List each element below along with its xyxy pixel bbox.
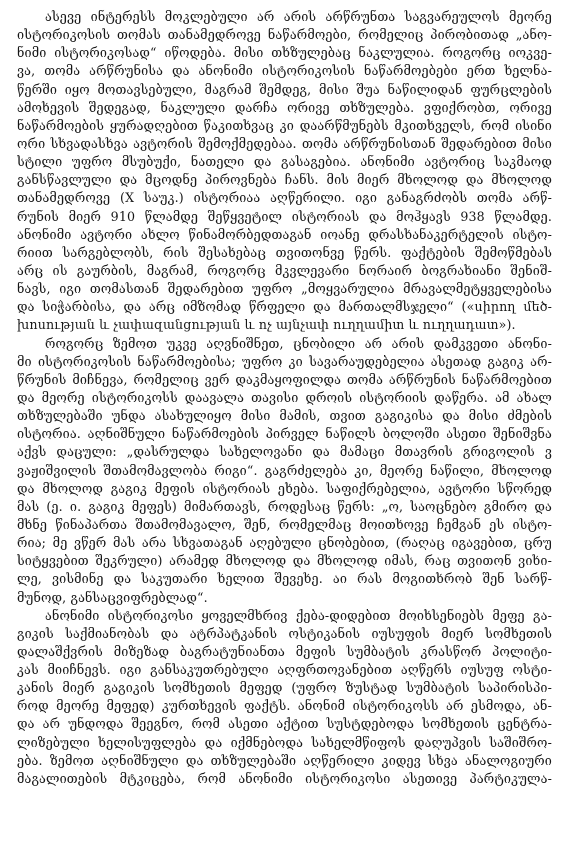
text-line: ლიზებული ხელისუფლება და იქმნებოდა სახელმწიფოს დაღუპვის საშიშრო- <box>17 734 552 750</box>
text-line: და მეორე ისტორიკოსს დაავალა თავისი დროის ისტორიის დაწერა. ამ ახალ <box>17 389 552 405</box>
text-line: თანამედროვე (X საუკ.) ისტორიაა აღწერილი. იგი განაგრძობს თომა არწ- <box>17 190 552 206</box>
text-line: ისტორია. აღნიშნული ნაწარმოების პირველ ნაწილს ბოლოში ასეთი შენიშვნა <box>17 426 552 442</box>
text-line: ვაჟიშვილის შთამომავლობა რიგი“. გაგრძელება კი, მეორე ნაწილი, მხოლოდ <box>17 462 552 478</box>
text-line: მაგალითების მტკიცება, რომ ანონიმი ისტორიკოსი ასეთივე პარტიკულა- <box>17 770 552 786</box>
text-line: ამოხევის შედეგად, ნაკლული დარჩა ორივე თხზულება. ვფიქრობთ, ორივე <box>17 99 552 115</box>
text-line: კას მიიჩნევს. იგი განსაკუთრებული აღფრთოვანებით აღწერს იუსუფ ოსტი- <box>17 662 552 678</box>
text-line: ნაწარმოების ყურადღებით წაკითხვაც კი დაარწმუნებს მკითხველს, რომ ისინი <box>17 117 552 133</box>
text-line: მხნე წინაპართა შთამომავალო, შენ, რომელმაც მოითხოვე ჩემგან ეს ისტო- <box>17 516 552 532</box>
text-line: ანონიმი ისტორიკოსი ყოველმხრივ ქება-დიდებით მოიხსენიებს მეფე გა- <box>45 607 552 623</box>
text-line: და სიჭარბისა, და არც იმზომად წრფელი და მართალმსჯელი“ («սիրող մեծ- <box>17 299 552 315</box>
text-line: რუნის მიერ 910 წლამდე შეწყვეტილ ისტორიას და მოჰყავს 938 წლამდე. <box>17 208 552 224</box>
text-line: ლე, ვისმინე და საკუთარი ხელით შევეხე. აი რას მოგითხრობ შენ სარწ- <box>17 571 552 587</box>
text-line: და მხოლოდ გაგიკ მეფის ისტორიას ეხება. საფიქრებელია, ავტორი სწორედ <box>17 480 552 496</box>
paragraph-commissioner <box>17 335 552 607</box>
text-line: და არ უნდოდა შეეგნო, რომ ასეთი აქტით სუსტდებოდა სომხეთის ცენტრა- <box>17 716 552 732</box>
text-line: აქვს დაცული: „დასრულდა სახელოვანი და მამაცი მთავრის გრიგოლის ვ <box>17 444 552 460</box>
text-line: სიტყვებით შეკრული) არამედ მხოლოდ და მხოლოდ იმას, რაც თვითონ ვიხი- <box>17 553 552 569</box>
text-line: წრუნის მიჩნევა, რომელიც ვერ დაკმაყოფილდა თომა არწრუნის ნაწარმოებით <box>17 371 552 387</box>
text-line: მი ისტორიკოსის ნაწარმოებისა; უფრო კი სავარაუდებელია ასეთად გაგიკ არ- <box>17 353 552 369</box>
text-line: გიკის საქმიანობას და ატრპატკანის ოსტიკანის იუსუფის მიერ სომხეთის <box>17 625 552 641</box>
text-line: ნიმი ისტორიკოსად“ იწოდება. მისი თხზულებაც ნაკლულია. როგორც იოკვე- <box>17 45 552 61</box>
text-line: როდ მეორე მეფედ) კურთხევის ფაქტს. ანონიმ ისტორიკოსს არ ესმოდა, ან- <box>17 698 552 714</box>
text-line: რია; მე ვწერ მას არა სხვათაგან აღებული ცნობებით, (რაღაც იგავებით, ცრუ <box>17 535 552 551</box>
armenian-quote-line: խոսության և չափազանցության և ոչ այնչափ ուղղամիտ և ուղղադատ»). <box>17 317 516 333</box>
text-line: მას (ე. ი. გაგიკ მეფეს) მიმართავს, როდესაც წერს: „ო, საოცნებო გმირო და <box>17 498 552 514</box>
text-line: დალაშქვრის მიზეზად ბაგრატუნიანთა მეფის სუმბატის კრასწორ პოლიტი- <box>17 643 552 659</box>
text-line: კანის მიერ გაგიკის სომხეთის მეფედ (უფრო ზუსტად სუმბატის საპირისპი- <box>17 680 552 696</box>
text-line: სტილი უფრო მსუბუქი, ნათელი და გასაგებია. ანონიმი ავტორიც საკმაოდ <box>17 154 552 170</box>
text-line: განსწავლული და მცოდნე პიროვნება ჩანს. მის მიერ მხოლოდ და მხოლოდ <box>17 172 552 188</box>
text-line: ება. ზემოთ აღნიშნული და თხზულებაში აღწერილი კიდევ სხვა ანალოგიური <box>17 752 552 768</box>
text-line: წერში იყო მოთავსებული, მაგრამ შემდეგ, მისი შუა ნაწილიდან ფურცლების <box>17 81 552 97</box>
text-line: ნავს, იგი თომასთან შედარებით უფრო „მოყვარულია მრავალმეტყველებისა <box>17 281 552 297</box>
text-line: მუნოდ, განსაცვიფრებლად“. <box>17 589 208 605</box>
paragraph-king-gagik <box>17 607 552 788</box>
text-line: ორი სხვადასხვა ავტორის შემოქმედებაა. თომა არწრუნისთან შედარებით მისი <box>17 135 552 151</box>
text-line: არც ის გაურბის, მაგრამ, როგორც მკვლევარი ნორაირ ბოგრახიანი შენიშ- <box>17 262 552 278</box>
text-line: ვა, თომა არწრუნისა და ანონიმი ისტორიკოსის ნაწარმოებები ერთ ხელნა- <box>17 63 552 79</box>
paragraph-anonymous-historian <box>17 8 552 335</box>
text-line: რიით სარგებლობს, რის შესახებაც თვითონვე წერს. ფაქტების შემოწმებას <box>17 244 552 260</box>
text-line: ანონიმი ავტორი ახლო წინამორბედთაგან იოანე დრასხანაკერტელის ისტო- <box>17 226 552 242</box>
text-line: როგორც ზემოთ უკვე აღვნიშნეთ, ცნობილი არ არის დამკვეთი ანონი- <box>45 335 552 351</box>
text-line: ასევე ინტერესს მოკლებული არ არის არწრუნთა საგვარეულოს მეორე <box>45 9 552 24</box>
text-line: ისტორიკოსის თომას თანამედროვე ნაწარმოები, რომელიც პირობითად „ანო- <box>17 27 552 43</box>
text-line: თხზულებაში უნდა ასახულიყო მისი მამის, თვით გაგიკისა და მისი ძმების <box>17 408 552 424</box>
